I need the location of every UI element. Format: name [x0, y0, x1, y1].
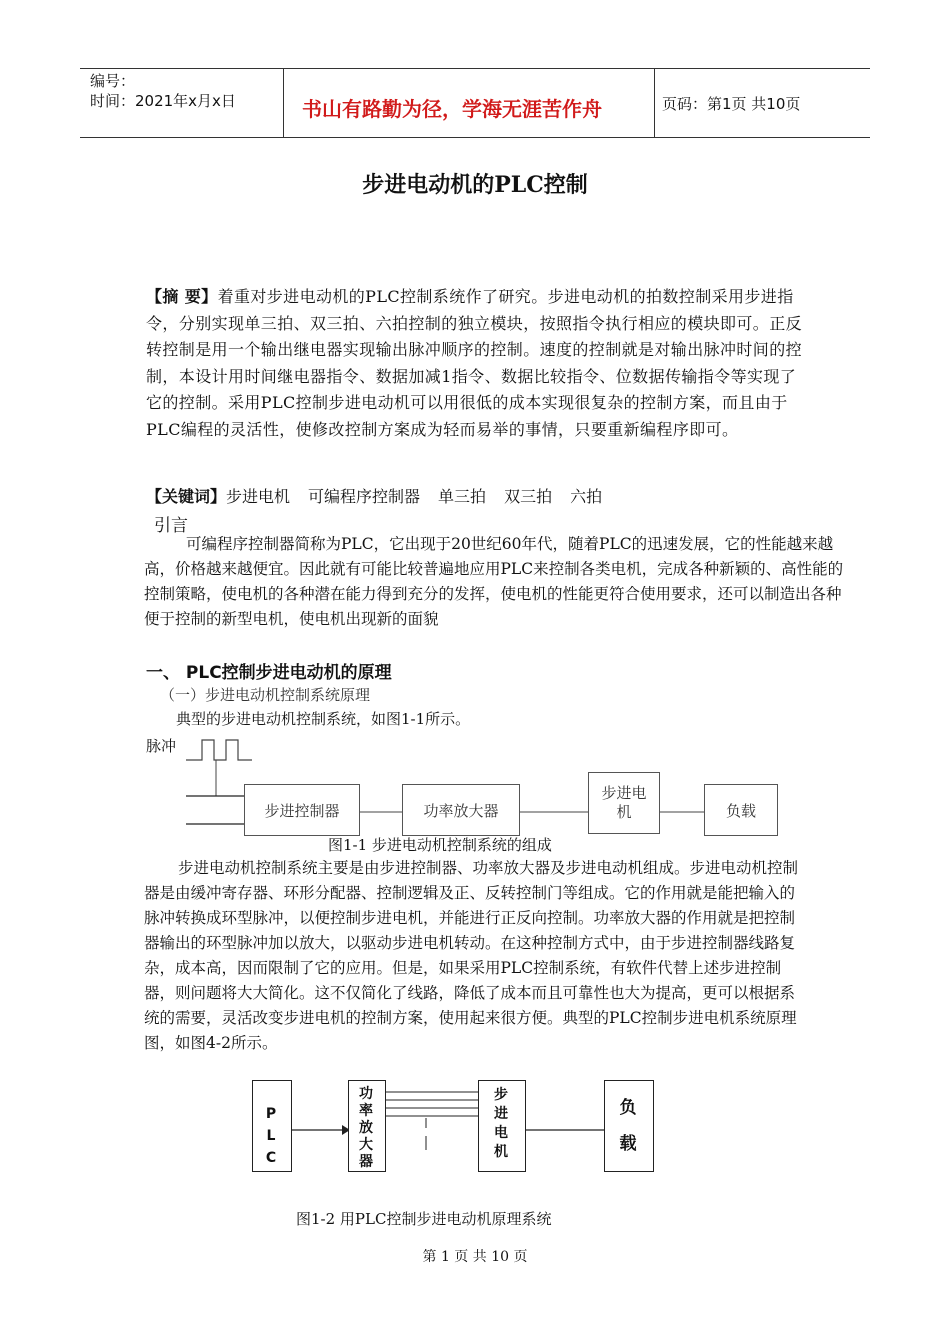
header-meta	[90, 71, 236, 111]
abstract	[146, 284, 806, 443]
load-label: 负载	[619, 1098, 637, 1154]
pulse-label: 脉冲	[146, 737, 177, 755]
keyword-item: 可编程序控制器	[308, 487, 421, 506]
keyword-item: 六拍	[570, 487, 603, 506]
section-heading: 一、 PLC控制步进电动机的原理	[146, 663, 392, 683]
time-label: 时间：2021年x月x日	[90, 92, 236, 110]
header-table	[80, 68, 870, 138]
abstract-label: 【摘 要】	[146, 287, 218, 306]
header-divider	[654, 69, 655, 137]
header-page-info: 页码：第1页 共10页	[662, 95, 801, 113]
stepper-controller-box: 步进控制器	[244, 784, 360, 836]
document-title: 步进电动机的PLC控制	[362, 172, 588, 198]
power-amplifier-box: 功率放大器	[402, 784, 520, 836]
keywords	[146, 484, 620, 507]
figure-intro-text: 典型的步进电动机控制系统，如图1-1所示。	[176, 710, 471, 728]
keyword-item: 单三拍	[438, 487, 487, 506]
keyword-item: 步进电机	[226, 487, 291, 506]
intro-heading: 引言	[154, 516, 188, 536]
header-motto: 书山有路勤为径，学海无涯苦作舟	[302, 97, 602, 121]
header-divider	[283, 69, 284, 137]
stepper-motor-label: 步进电机	[494, 1087, 508, 1160]
pulse-waveform	[186, 740, 252, 760]
page-footer: 第 1 页 共 10 页	[422, 1249, 528, 1265]
figure-1-2-diagram	[250, 1078, 660, 1174]
number-label: 编号：	[90, 72, 136, 90]
subsection-heading: （一）步进电动机控制系统原理	[160, 686, 371, 704]
keywords-label: 【关键词】	[146, 487, 227, 506]
load-box: 负载	[704, 784, 778, 836]
keyword-item: 双三拍	[504, 487, 553, 506]
intro-paragraph: 可编程序控制器简称为PLC，它出现于20世纪60年代，随着PLC的迅速发展，它的性能越来越高，价格越来越便宜。因此就有可能比较普遍地应用PLC来控制各类电机，完成各种新颖的、高性能的控制策略，使电机的各种潜在能力得到充分的发挥，使电机的性能更符合使用要求，还可以制造出各种便于控制的新型电机，使电机出现新的面貌	[144, 535, 844, 628]
abstract-text: 着重对步进电动机的PLC控制系统作了研究。步进电动机的拍数控制采用步进指令，分别实现单三拍、双三拍、六拍控制的独立模块，按照指令执行相应的模块即可。正反转控制是用一个输出继电器实现输出脉冲顺序的控制。速度的控制就是对输出脉冲时间的控制，本设计用时间继电器指令、数据加减1指令、数据比较指令、位数据传输指令等实现了它的控制。采用PLC控制步进电动机可以用很低的成本实现很复杂的控制方案，而且由于PLC编程的灵活性，使修改控制方案成为轻而易举的事情，只要重新编程序即可。	[146, 287, 803, 439]
amplifier-label: 功率放大器	[359, 1086, 373, 1170]
figure-1-2-caption: 图1-2 用PLC控制步进电动机原理系统	[296, 1210, 552, 1228]
body-paragraph: 步进电动机控制系统主要是由步进控制器、功率放大器及步进电动机组成。步进电动机控制器是由缓冲寄存器、环形分配器、控制逻辑及正、反转控制门等组成。它的作用就是能把输入的脉冲转换成环型脉冲，以便控制步进电机，并能进行正反向控制。功率放大器的作用就是把控制器输出的环型脉冲加以放大，以驱动步进电机转动。在这种控制方式中，由于步进控制器线路复杂，成本高，因而限制了它的应用。但是，如果采用PLC控制系统，有软件代替上述步进控制器，则问题将大大简化。这不仅简化了线路，降低了成本而且可靠性也大为提高，更可以根据系统的需要，灵活改变步进电机的控制方案，使用起来很方便。典型的PLC控制步进电机系统原理图，如图4-2所示。	[144, 859, 799, 1052]
figure-1-1-caption: 图1-1 步进电动机控制系统的组成	[328, 836, 552, 854]
stepper-motor-box: 步进电机	[588, 772, 660, 834]
plc-label: PLC	[265, 1106, 277, 1166]
